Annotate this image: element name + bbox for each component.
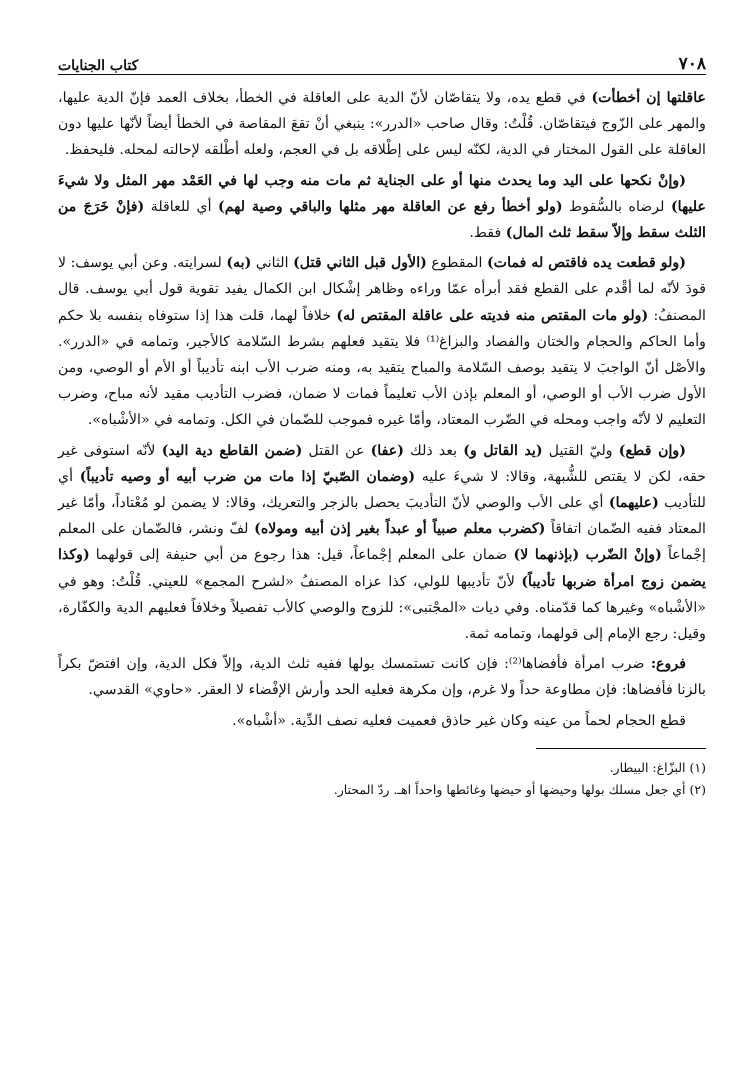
paragraph [58, 85, 706, 164]
bold-text-run: (وإن قطع) [618, 442, 686, 459]
text-run: لفّ ونشر، فالضّمان على المعلم إجْماعاً [58, 521, 706, 564]
text-run: وليّ القتيل [542, 442, 619, 459]
paragraph [58, 708, 706, 734]
bold-text-run: (فإنْ خَرَجَ من الثلث سقط وإلاّ سقط ثلث المال) [58, 198, 706, 242]
text-run: المقطوع [426, 255, 488, 272]
bold-text-run: (وكذا يضمن زوج امرأة ضربها تأديباً) [58, 547, 706, 590]
text-run: أي للعاقلة [144, 198, 219, 215]
footnote-separator [536, 748, 706, 749]
paragraph [58, 651, 706, 703]
bold-text-run: (به) [226, 255, 252, 272]
bold-text-run: (وإنْ نكحها على اليد وما يحدث منها أو على الجناية ثم مات منه وجب لها في العَمْد مهر المثل ولا شيءَ عليها) [58, 172, 706, 215]
text-run: فقط. [469, 225, 506, 242]
text-run: بعد ذلك [403, 442, 464, 459]
footnotes [58, 757, 706, 801]
text-run: ضرب امرأة فأفضاها⁽²⁾: فإن كانت تستمسك بولها ففيه ثلث الدية، وإلاّ فكل الدية، وإن افتضّ بكراً بالزنا فأفضاها: فإن مطاوعة حداً ولا غرم، وإن مكرهة فعليه الحد وأرش الإفْضاء لا العقر. «حاوي» القدسي. [58, 656, 706, 699]
text-run: أي للتأديب [58, 468, 706, 512]
text-run: خلافاً لهما، قلت هذا إذا ستوفاه بنفسه بلا حكم وأما الحاكم والحجام والختان والفصاد والبزاغ⁽¹⁾ فلا يتقيد فعلهم بشرط السّلامة كالأجير، وتمامه في «الدرر». والأصْل أنّ الواجبَ لا يتقيد بوصف السّلامة والمباح يتقيد به، ومنه ضرب الأب ابنه تأديباً أو الأم أو الوصي، ومن الأول ضرب الأب أو الوصي، أو المعلم بإذن الأب تعليماً فمات لا ضمان، فضرب التأديب مقيد لأنه مباح، وضرب التعليم لا لأنّه واجب ومحله في الضّرب المعتاد، وأمّا غيره فموجب للضّمان في الكل. وتمامه في «الأشْباه». [58, 307, 706, 429]
bold-text-run: (وضمان الصّبيّ إذا مات من ضرب أبيه أو وصيه تأديباً) [79, 468, 416, 485]
text-run: في قطع يده، ولا يتقاصّان لأنّ الدية على العاقلة في الخطأ، بخلاف العمد فإنّ الدية عليها، والمهر على الزّوج فيتقاصّان. قُلْتُ: وقال صاحب «الدرر»: ينبغي أنْ تقعَ المقاصة في الخطأ أيضاً لأنّها عليها دون العاقلة على القول المختار في الدية، لكنّه ليس على إطْلاقه بل في العجم، ولعله أطْلقه لإحالته لمحله. فليحفظ. [58, 90, 706, 159]
bold-text-run: (ولو مات المقتص منه فديته على عاقلة المقتص له) [336, 307, 649, 324]
bold-text-run: فروع: [650, 656, 686, 673]
bold-text-run: (ضمن القاطع دية اليد) [161, 442, 303, 459]
text-run: قطع الحجام لحماً من عينه وكان غير حاذق فعميت فعليه نصف الدِّية. «أشْباه». [232, 712, 686, 729]
text-run: الثاني [251, 255, 294, 272]
text-run: لأنّ تأديبها للولي، كذا عزاه المصنفُ «لشرح المجمع» للعيني. قُلْتُ: وهو في «الأشْباه» وغيرها كما قدّمناه. وفي ديات «المجْتبى»: للزوج والوصي كالأب تفصيلاً وخلافاً فعليهم الدية والكفّارة، وقيل: رجع الإمام إلى قولهما، وتمامه ثمة. [58, 573, 706, 643]
bold-text-run: (كضرب معلم صبياً أو عبداً بغير إذن أبيه ومولاه) [254, 521, 546, 538]
body-text [58, 85, 706, 734]
page-header [58, 48, 706, 75]
text-run: أي على الأب والوصي لأنّ التأديبَ يحصل بالزجر والتعريك، وقالا: لا يضمن لو مُعْتاداً، وأمّا غير المعتاد ففيه الضّمان اتفاقاً [58, 495, 706, 538]
running-title: كتاب الجنايات [58, 58, 139, 74]
bold-text-run: (يد القاتل و) [463, 442, 543, 459]
bold-text-run: (عليهما) [608, 495, 659, 512]
text-run: لأنّه استوفى غير حقه، لكن لا يقتص للشُّبهة، وقالا: لا شيءَ عليه [58, 442, 707, 485]
bold-text-run: (وإنْ الضّرب (بإذنهما لا) [513, 547, 662, 564]
paragraph [58, 438, 706, 648]
book-page [58, 48, 706, 1058]
footnote: (٢) أي جعل مسلك بولها وحيضها أو حيضها وغائطها واحداً اهـ. ردّ المحتار. [333, 781, 706, 797]
bold-text-run: (الأول قبل الثاني قتل) [293, 255, 427, 272]
text-run: عن القتل [302, 442, 371, 459]
paragraph [58, 168, 706, 247]
text-run: ضمان على المعلم إجْماعاً، قيل: هذا رجوع من أبي حنيفة إلى قولهما [89, 547, 514, 564]
text-run: لسرايته. وعن أبي يوسف: لا قودَ لأنّه لما أقْدم على القطع فقد أبرأه عمّا وراءه وظاهر إشْكال ابن الكمال يفيد تقوية قول أبي يوسف. قال المصنفُ: [58, 255, 706, 324]
bold-text-run: عاقلتها إن أخطأت) [591, 90, 706, 106]
bold-text-run: (ولو قطعت يده فاقتص له فمات) [487, 255, 686, 272]
bold-text-run: (عفا) [370, 442, 404, 459]
footnote: (١) البزّاغ: البيطار. [609, 759, 706, 775]
bold-text-run: (ولو أخطأ رفع عن العاقلة مهر مثلها والباقي وصية لهم) [218, 198, 563, 215]
paragraph [58, 250, 706, 433]
text-run: لرضاه بالسُّقوط [562, 198, 671, 215]
page-number: ٧٠٨ [678, 54, 706, 74]
